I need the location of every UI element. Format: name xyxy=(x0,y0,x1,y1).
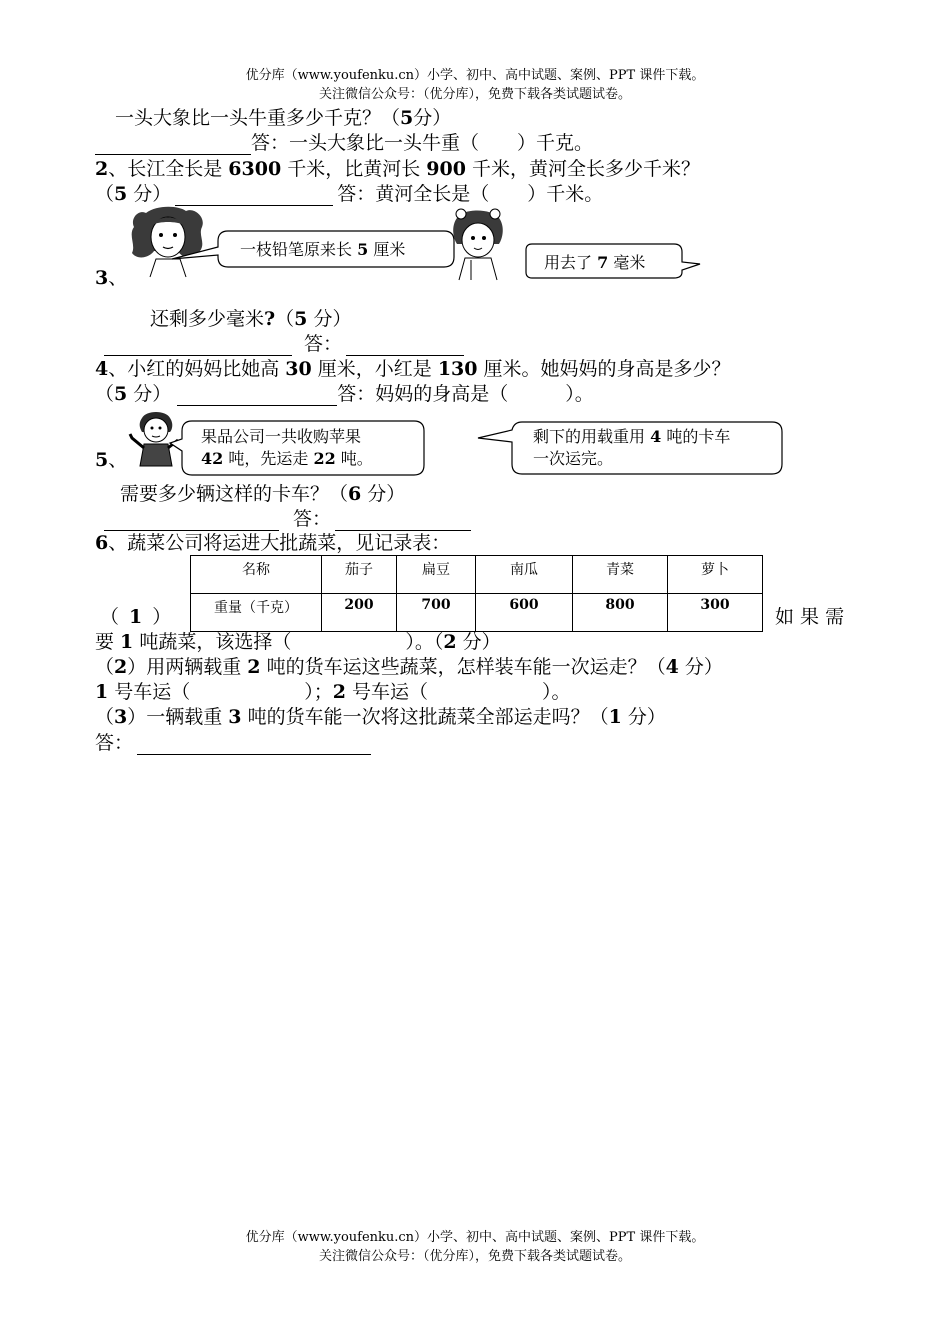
q1-question: 一头大象比一头牛重多少千克？（5分） xyxy=(115,107,452,129)
q6-part1-number: （ 1 ） xyxy=(100,606,172,628)
q3-bubble-1-text: 一枝铅笔原来长 5 厘米 xyxy=(240,240,406,259)
vegetable-record-table xyxy=(190,555,763,632)
table-header-cell: 南瓜 xyxy=(476,556,573,594)
q3-answer-blank[interactable] xyxy=(346,337,464,356)
table-header-row xyxy=(191,556,763,594)
q3-question: 还剩多少毫米?（5 分） xyxy=(150,308,352,330)
q5-number: 5、 xyxy=(95,449,128,471)
q6-part3-answer-blank[interactable] xyxy=(137,736,371,755)
q6-part3-answer: 答： xyxy=(95,731,371,755)
table-row xyxy=(191,594,763,632)
q3-bubble-2-text: 用去了 7 毫米 xyxy=(544,253,646,272)
q6-part2-question: （2）用两辆载重 2 吨的货车运这些蔬菜，怎样装车能一次运走？（4 分） xyxy=(95,656,723,678)
q5-question: 需要多少辆这样的卡车？（6 分） xyxy=(120,483,406,505)
q5-work-blank[interactable] xyxy=(104,512,279,531)
table-header-cell: 扁豆 xyxy=(397,556,476,594)
table-header-cell: 青菜 xyxy=(573,556,668,594)
table-header-cell: 名称 xyxy=(191,556,322,594)
q6-part2-answer: 1 号车运（ ）；2 号车运（ ）。 xyxy=(95,681,571,703)
q5-bubble-2-text: 剩下的用载重用 4 吨的卡车 一次运完。 xyxy=(533,427,731,468)
q4-work-blank[interactable] xyxy=(177,387,337,406)
table-cell: 600 xyxy=(476,594,573,632)
q3-number: 3、 xyxy=(95,267,128,289)
q4-answer-line: （5 分） 答：妈妈的身高是（ ）。 xyxy=(95,383,594,405)
q4-question: 4、小红的妈妈比她高 30 厘米，小红是 130 厘米。她妈妈的身高是多少？ xyxy=(95,358,731,380)
q5-bubble-1-text: 果品公司一共收购苹果 42 吨，先运走 22 吨。 xyxy=(201,427,373,468)
q6-part3-question: （3）一辆载重 3 吨的货车能一次将这批蔬菜全部运走吗？（1 分） xyxy=(95,706,666,728)
q3-answer-line: 答： xyxy=(104,332,464,356)
table-cell: 700 xyxy=(397,594,476,632)
footer-line-1: 优分库（www.youfenku.cn）小学、初中、高中试题、案例、PPT 课件下载。 xyxy=(245,1230,705,1245)
table-row-label: 重量（千克） xyxy=(191,594,322,632)
q6-part1-question: 要 1 吨蔬菜，该选择（ ）。（2 分） xyxy=(95,631,501,653)
q6-question: 6、蔬菜公司将运进大批蔬菜，见记录表： xyxy=(95,532,451,554)
header-line-1: 优分库（www.youfenku.cn）小学、初中、高中试题、案例、PPT 课件下载。 xyxy=(245,68,705,83)
table-cell: 300 xyxy=(668,594,763,632)
table-cell: 800 xyxy=(573,594,668,632)
q1-work-blank[interactable] xyxy=(95,136,251,155)
q3-work-blank[interactable] xyxy=(104,337,292,356)
q5-answer-blank[interactable] xyxy=(335,512,471,531)
q2-question: 2、长江全长是 6300 千米，比黄河长 900 千米，黄河全长多少千米？ xyxy=(95,158,700,180)
table-header-cell: 萝卜 xyxy=(668,556,763,594)
table-header-cell: 茄子 xyxy=(322,556,397,594)
q2-answer-line: （5 分） 答：黄河全长是（ ）千米。 xyxy=(95,183,604,205)
q1-answer-line: 答：一头大象比一头牛重（ ）千克。 xyxy=(95,131,593,155)
q2-work-blank[interactable] xyxy=(175,187,333,206)
q6-part1-tail: 如 果 需 xyxy=(775,606,845,628)
q5-answer-line: 答： xyxy=(104,507,471,531)
header-line-2: 关注微信公众号：（优分库），免费下载各类试题试卷。 xyxy=(318,87,631,102)
table-cell: 200 xyxy=(322,594,397,632)
footer-line-2: 关注微信公众号：（优分库），免费下载各类试题试卷。 xyxy=(318,1249,631,1264)
